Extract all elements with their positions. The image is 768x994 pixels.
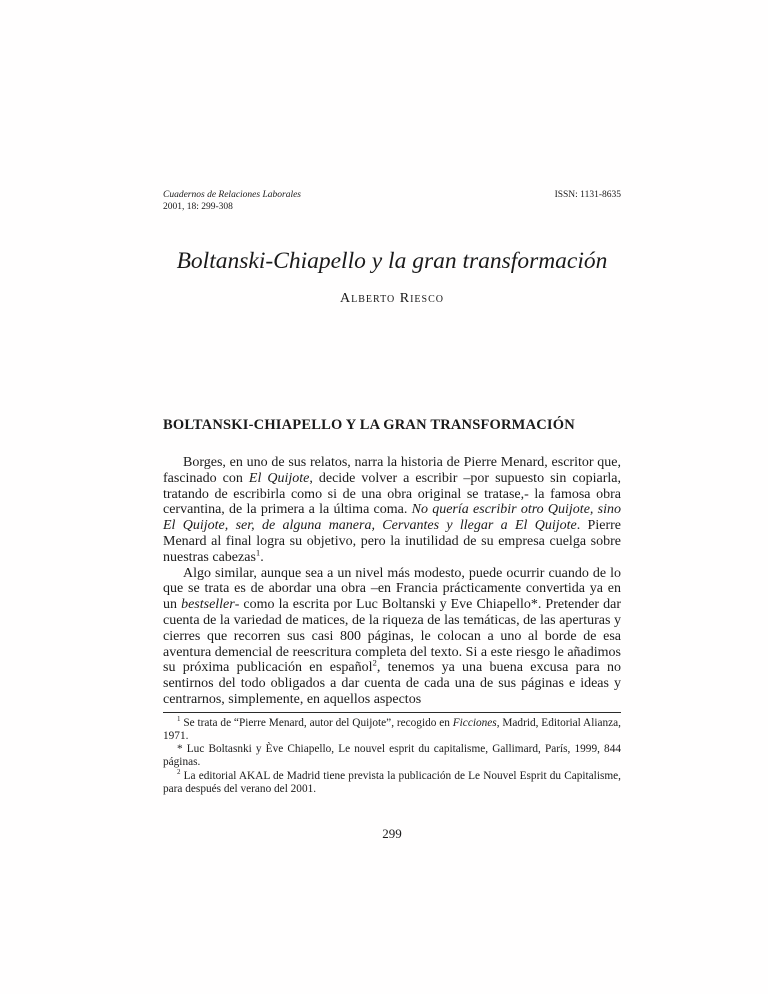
body-paragraph [163, 455, 621, 566]
footnote-ref: 1 [177, 714, 181, 723]
text-run: Ficciones [452, 716, 497, 729]
footnote [163, 714, 622, 743]
text-run: No quería escribir otro Quijote, sino El Quijote, ser, de alguna manera, Cervantes y llegar a El Quijote [163, 502, 622, 534]
text-run: Algo similar, aunque sea a un nivel más modesto, puede ocurrir cuando de lo que se trata es de abordar una obra –en Francia prácticamente convertida ya en un [163, 565, 621, 613]
text-run: El Quijote [248, 470, 310, 486]
footnote-ref: 2 [177, 767, 181, 776]
text-run: * Luc Boltasnki y Ève Chiapello, Le nouvel esprit du capitalisme, Gallimard, París, 1999, 844 páginas. [163, 743, 621, 769]
text-run: - como la escrita por Luc Boltanski y Eve Chiapello*. Pretender dar cuenta de la variedad de matices, de la riqueza de las temáticas, de las aperturas y cierres que recorren sus casi 800 páginas, le colocan a uno al borde de esa aventura demencial de reescritura completa del texto. Si a este riesgo le añadimos su próxima publicación en español [163, 597, 622, 676]
article-title: Boltanski-Chiapello y la gran transformación [176, 248, 608, 274]
journal-info [163, 190, 301, 213]
text-run: , Madrid, Editorial Alianza, 1971. [163, 716, 622, 742]
text-run: La editorial AKAL de Madrid tiene prevista la publicación de Le Nouvel Esprit du Capitalisme, para después del verano del 2001. [163, 769, 621, 795]
footnote-ref: 2 [372, 657, 377, 668]
text-run: . [260, 549, 264, 565]
footnote-separator [163, 712, 621, 713]
body-paragraph [163, 566, 621, 708]
section-heading: BOLTANSKI-CHIAPELLO Y LA GRAN TRANSFORMACIÓN [163, 417, 575, 433]
footnote-ref: 1 [255, 547, 261, 558]
footnote [163, 767, 621, 796]
page-number: 299 [382, 825, 402, 841]
text-run: Se trata de “Pierre Menard, autor del Quijote”, recogido en [180, 716, 453, 729]
text-run: bestseller [181, 597, 235, 613]
page-header [163, 190, 621, 213]
text-run: . Pierre Menard al final logra su objetivo, pero la inutilidad de su empresa cuelga sobre nuestras cabezas [163, 518, 621, 565]
text-run: Borges, en uno de sus relatos, narra la historia de Pierre Menard, escritor que, fascinado con [163, 455, 621, 486]
footnotes [163, 714, 622, 796]
author-name: Alberto Riesco [340, 291, 444, 306]
journal-name: Cuadernos de Relaciones Laborales [163, 190, 302, 200]
text-run: , tenemos ya una buena excusa para no sentirnos del todo obligados a dar cuenta de cada una de sus páginas e ideas y centrarnos, simplemente, en aquellos aspectos [163, 660, 621, 707]
body-paragraphs [163, 455, 621, 708]
text-run: , decide volver a escribir –por supuesto sin copiarla, tratando de escribirla como si de una obra original se tratase,- la famosa obra cervantina, de la primera a la última coma. [163, 470, 622, 518]
issn-label: ISSN: 1131-8635 [554, 190, 621, 200]
journal-issue-line: 2001, 18: 299-308 [163, 201, 233, 212]
footnote [163, 743, 621, 769]
page-content [163, 0, 621, 842]
